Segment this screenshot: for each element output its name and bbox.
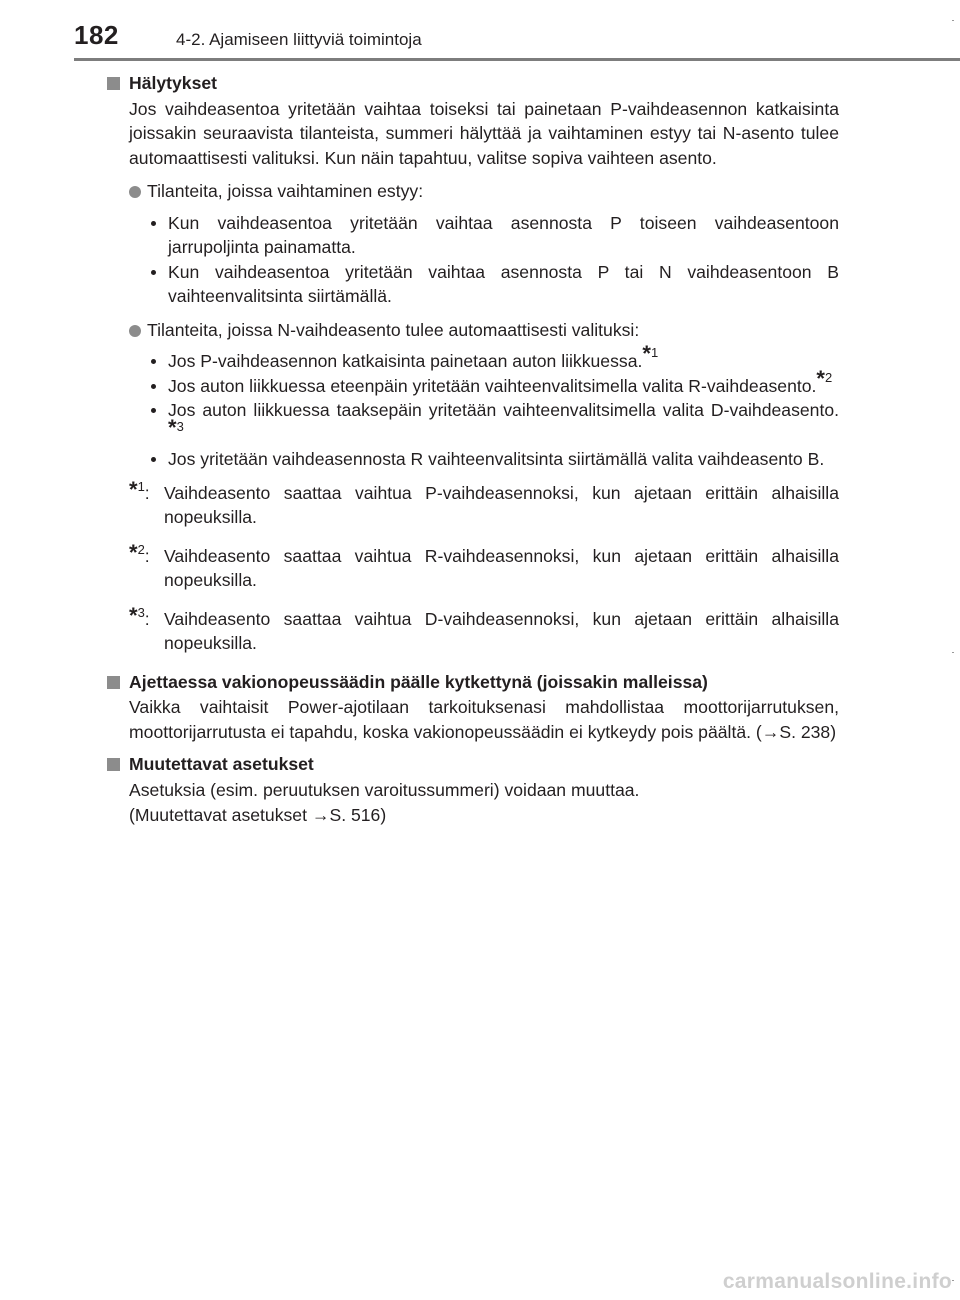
section-heading	[107, 670, 839, 695]
footnote-reference: *$^2$	[816, 365, 833, 391]
list-item	[147, 365, 839, 399]
section-heading-text: Muutettavat asetukset	[129, 754, 314, 774]
section-heading-text: Ajettaessa vakionopeussäädin päälle kytkettynä (joissakin malleissa)	[129, 671, 708, 692]
section-paragraph: Jos vaihdeasentoa yritetään vaihtaa toiseksi tai painetaan P-vaihdeasennon katkaisinta joissakin seuraavista tilanteista, summeri hälyttää ja vaihtaminen estyy tai N-asento tulee automaattisesti valituksi. Kun näin tapahtuu, valitse sopiva vaihteen asento.	[129, 98, 839, 168]
section-paragraph: (Muutettavat asetukset →S. 516)	[129, 805, 387, 825]
bullet-icon	[151, 270, 156, 275]
footnote-text: Vaihdeasento saattaa vaihtua P-vaihdeasennoksi, kun ajetaan erittäin alhaisilla nopeuksilla.	[164, 482, 839, 527]
footnote-marker: *$^1$:	[129, 476, 150, 503]
page-number: 182	[74, 20, 119, 50]
page-header	[0, 0, 960, 62]
subsection-auto-neutral	[129, 318, 839, 472]
list-item	[147, 260, 839, 309]
gray-square-icon	[107, 77, 120, 90]
edge-tick	[952, 20, 954, 21]
section-paragraph: Vaikka vaihtaisit Power-ajotilaan tarkoituksenasi mahdollistaa moottorijarrutuksen, moottorijarrutusta ei tapahdu, koska vakionopeussäädin ei kytkeydy pois päältä. (→S. 238)	[129, 697, 839, 742]
list-item-text: Kun vaihdeasentoa yritetään vaihtaa asennosta P tai N vaihdeasentoon B vaihteenvalitsinta siirtämällä.	[168, 261, 839, 306]
bullet-list	[147, 341, 839, 472]
bullet-icon	[151, 221, 156, 226]
list-item-text: Jos auton liikkuessa eteenpäin yritetään vaihteenvalitsimella valita R-vaihdeasento.	[168, 375, 817, 396]
footnote-reference: *$^1$	[642, 341, 659, 366]
page-content	[107, 71, 839, 836]
list-item-text: Jos yritetään vaihdeasennosta R vaihteenvalitsinta siirtämällä valita vaihdeasento B.	[168, 449, 825, 469]
subsection-heading-text: Tilanteita, joissa vaihtaminen estyy:	[147, 181, 424, 201]
footnote	[129, 476, 839, 530]
section-heading-text: Hälytykset	[129, 73, 218, 93]
gray-square-icon	[107, 676, 120, 689]
bullet-icon	[151, 408, 156, 413]
footnote-text: Vaihdeasento saattaa vaihtua R-vaihdeasennoksi, kun ajetaan erittäin alhaisilla nopeuksilla.	[164, 545, 839, 590]
footnote-text: Vaihdeasento saattaa vaihtua D-vaihdeasennoksi, kun ajetaan erittäin alhaisilla nopeuksilla.	[164, 608, 839, 653]
section-alerts	[107, 71, 839, 656]
footnote	[129, 539, 839, 593]
bullet-icon	[151, 457, 156, 462]
bullet-list	[147, 211, 839, 309]
subsection-shift-blocked	[129, 179, 839, 309]
list-item	[147, 341, 839, 374]
gray-circle-icon	[129, 325, 141, 337]
subsection-heading-text: Tilanteita, joissa N-vaihdeasento tulee automaattisesti valituksi:	[147, 319, 640, 340]
subsection-heading	[129, 179, 839, 204]
list-item	[147, 398, 839, 447]
gray-circle-icon	[129, 186, 141, 198]
section-heading	[107, 752, 839, 777]
bullet-icon	[151, 384, 156, 389]
footnote-reference: *$^3$	[168, 414, 184, 440]
footnote-marker: *$^3$:	[129, 602, 150, 629]
section-heading	[107, 71, 839, 96]
watermark: carmanualsonline.info	[722, 1270, 952, 1293]
list-item-text: Kun vaihdeasentoa yritetään vaihtaa asennosta P toiseen vaihdeasentoon jarrupoljinta painamatta.	[168, 212, 839, 257]
list-item-text: Jos P-vaihdeasennon katkaisinta painetaan auton liikkuessa.	[168, 351, 643, 371]
edge-tick	[952, 1280, 954, 1281]
header-rule	[74, 58, 960, 61]
section-cruise-control	[107, 670, 839, 745]
footnote-marker: *$^2$:	[129, 539, 150, 566]
gray-square-icon	[107, 758, 120, 771]
footnotes	[129, 476, 839, 656]
subsection-heading	[129, 318, 839, 343]
list-item-text: Jos auton liikkuessa taaksepäin yritetään vaihteenvalitsimella valita D-vaihdeasento.	[168, 400, 839, 420]
section-paragraph: Asetuksia (esim. peruutuksen varoitussummeri) voidaan muuttaa.	[129, 779, 640, 800]
section-customizable-settings	[107, 752, 839, 828]
edge-tick	[952, 652, 954, 653]
list-item	[147, 447, 839, 472]
footnote	[129, 602, 839, 656]
bullet-icon	[151, 359, 156, 364]
list-item	[147, 211, 839, 260]
chapter-title: 4-2. Ajamiseen liittyviä toimintoja	[176, 30, 422, 49]
